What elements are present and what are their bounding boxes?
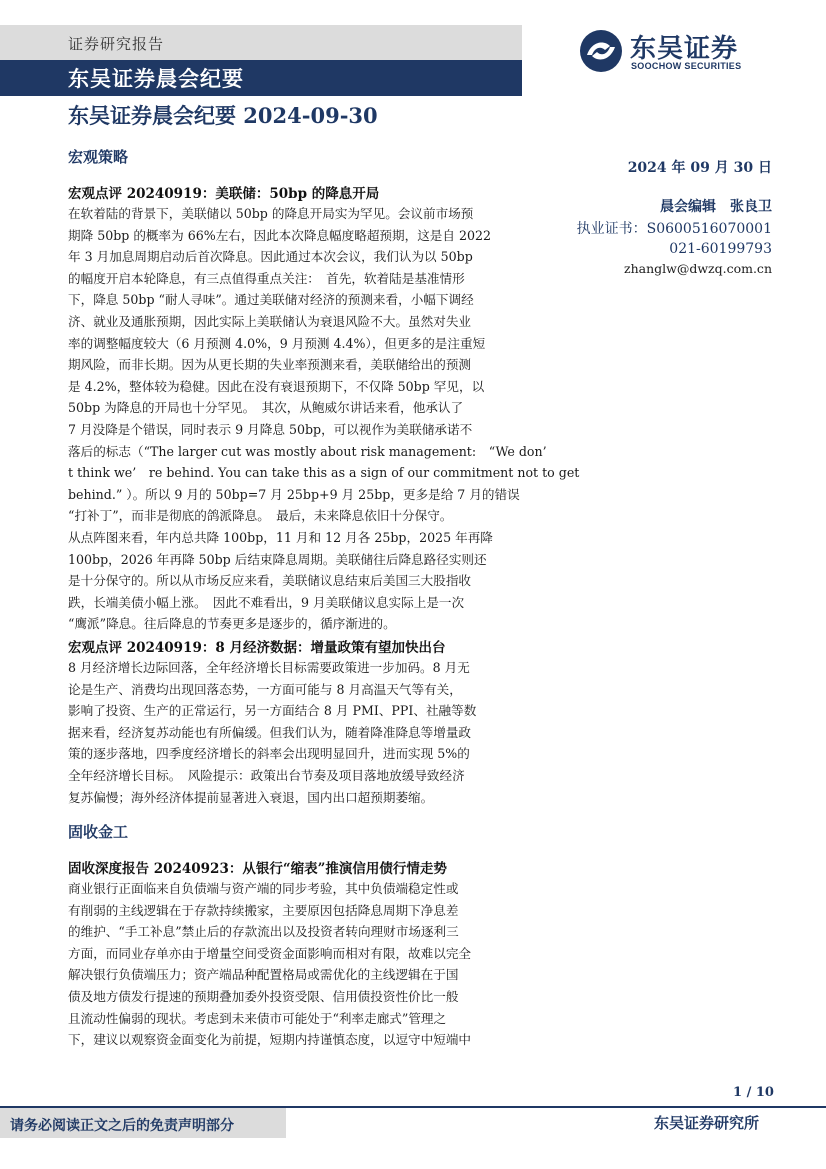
body-line: 100bp，2026 年再降 50bp 后结束降息周期。美联储往后降息路径实则还: [68, 551, 487, 567]
banner-title: 东吴证券晨会纪要: [68, 66, 244, 91]
editor-name: 晨会编辑 张良卫: [660, 199, 772, 215]
body-line: 是十分保守的。所以从市场反应来看，美联储议息结束后美国三大股指收: [68, 573, 471, 589]
disclaimer-notice: 请务必阅读正文之后的免责声明部分: [10, 1118, 234, 1134]
article-title: 固收深度报告 20240923：从银行“缩表”推演信用债行情走势: [68, 861, 447, 877]
body-line: 期风险，而非长期。因为从更长期的失业率预测来看，美联储给出的预测: [68, 357, 471, 373]
company-logo: [578, 28, 768, 74]
editor-phone: 021-60199793: [669, 241, 772, 257]
document-title: 东吴证券晨会纪要 2024-09-30: [68, 103, 378, 128]
article-body: [68, 657, 523, 808]
body-line: behind.” ）。所以 9 月的 50bp=7 月 25bp+9 月 25bp，更多是给 7 月的错误: [68, 486, 520, 502]
body-line: 解决银行负债端压力；资产端品种配置格局或需优化的主线逻辑在于国: [68, 967, 459, 983]
article-body: [68, 878, 523, 1051]
body-line: t think we’ re behind. You can take this as a sign of our commitment not to get: [68, 465, 580, 481]
section-heading-macro: 宏观策略: [68, 148, 129, 166]
body-line: 复苏偏慢；海外经济体提前显著进入衰退，国内出口超预期萎缩。: [68, 789, 434, 805]
body-line: “鹰派”降息。往后降息的节奏更多是逐步的，循序渐进的。: [68, 616, 396, 632]
body-line: 50bp 为降息的开局也十分罕见。 其次，从鲍威尔讲话来看，他承认了: [68, 400, 464, 416]
body-line: “打补丁”，而非是彻底的鸽派降息。 最后，未来降息依旧十分保守。: [68, 508, 453, 524]
body-line: 期降 50bp 的概率为 66%左右，因此本次降息幅度略超预期，这是自 2022: [68, 227, 492, 243]
body-line: 债及地方债发行提速的预期叠加委外投资受限、信用债投资性价比一般: [68, 988, 459, 1004]
soochow-logo-icon: [578, 28, 624, 74]
article-body: [68, 203, 580, 635]
body-line: 方面，而同业存单亦由于增量空间受资金面影响而相对有限，故难以完全: [68, 945, 471, 961]
body-line: 商业银行正面临来自负债端与资产端的同步考验，其中负债端稳定性或: [68, 881, 459, 896]
report-date: 2024 年 09 月 30 日: [627, 160, 772, 176]
license-number: 执业证书：S0600516070001: [576, 221, 772, 237]
body-line: 率的调整幅度较大（6 月预测 4.0%，9 月预测 4.4%），但更多的是注重短: [68, 335, 486, 351]
body-line: 在软着陆的背景下，美联储以 50bp 的降息开局实为罕见。会议前市场预: [68, 206, 474, 221]
body-line: 落后的标志（“The larger cut was mostly about risk management: “We don’: [68, 443, 547, 459]
body-line: 论是生产、消费均出现回落态势，一方面可能与 8 月高温天气等有关，: [68, 681, 462, 697]
article-title: 宏观点评 20240919：美联储：50bp 的降息开局: [68, 186, 380, 202]
body-line: 8 月经济增长边际回落，全年经济增长目标需要政策进一步加码。8 月无: [68, 660, 470, 675]
page-number: 1 / 10: [733, 1085, 774, 1100]
body-line: 的维护、“手工补息”禁止后的存款流出以及投资者转向理财市场逐利三: [68, 924, 459, 940]
body-line: 下，建议以观察资金面变化为前提，短期内持谨慎态度，以逗守中短端中: [68, 1032, 471, 1048]
body-line: 策的逐步落地，四季度经济增长的斜率会出现明显回升，进而实现 5%的: [68, 746, 470, 762]
body-line: 年 3 月加息周期启动后首次降息。因此通过本次会议，我们认为以 50bp: [68, 249, 473, 265]
body-line: 济、就业及通胀预期，因此实际上美联储认为衰退风险不大。虽然对失业: [68, 313, 471, 329]
body-line: 全年经济增长目标。 风险提示：政策出台节奏及项目落地放缓导致经济: [68, 767, 465, 783]
logo-text-en: SOOCHOW SECURITIES: [631, 61, 742, 71]
footer-brand: 东吴证券研究所: [654, 1114, 760, 1132]
report-meta: [540, 158, 772, 279]
body-line: 据来看，经济复苏动能也有所偏缓。但我们认为，随着降准降息等增量政: [68, 724, 471, 740]
article-title: 宏观点评 20240919：8 月经济数据：增量政策有望加快出台: [68, 640, 446, 656]
body-line: 是 4.2%，整体较为稳健。因此在没有衰退预期下，不仅降 50bp 罕见，以: [68, 378, 485, 394]
logo-text-cn: 东吴证券: [630, 34, 739, 64]
report-category: 证券研究报告: [68, 35, 165, 53]
section-heading-fixed-income: 固收金工: [68, 823, 129, 841]
body-line: 且流动性偏弱的现状。考虑到未来债市可能处于“利率走廊式”管理之: [68, 1010, 447, 1026]
body-line: 7 月没降是个错误，同时表示 9 月降息 50bp，可以视作为美联储承诺不: [68, 421, 473, 437]
body-line: 从点阵图来看，年内总共降 100bp，11 月和 12 月各 25bp，2025 年再降: [68, 529, 493, 545]
body-line: 下，降息 50bp “耐人寻味”。通过美联储对经济的预测来看，小幅下调经: [68, 292, 474, 308]
body-line: 影响了投资、生产的正常运行，另一方面结合 8 月 PMI、PPI、社融等数: [68, 703, 477, 719]
editor-email: zhanglw@dwzq.com.cn: [623, 261, 772, 276]
body-line: 的幅度开启本轮降息，有三点值得重点关注： 首先，软着陆是基准情形: [68, 270, 465, 286]
body-line: 有削弱的主线逻辑在于存款持续搬家，主要原因包括降息周期下净息差: [68, 902, 459, 918]
body-line: 跌，长端美债小幅上涨。 因此不难看出，9 月美联储议息实际上是一次: [68, 594, 465, 610]
